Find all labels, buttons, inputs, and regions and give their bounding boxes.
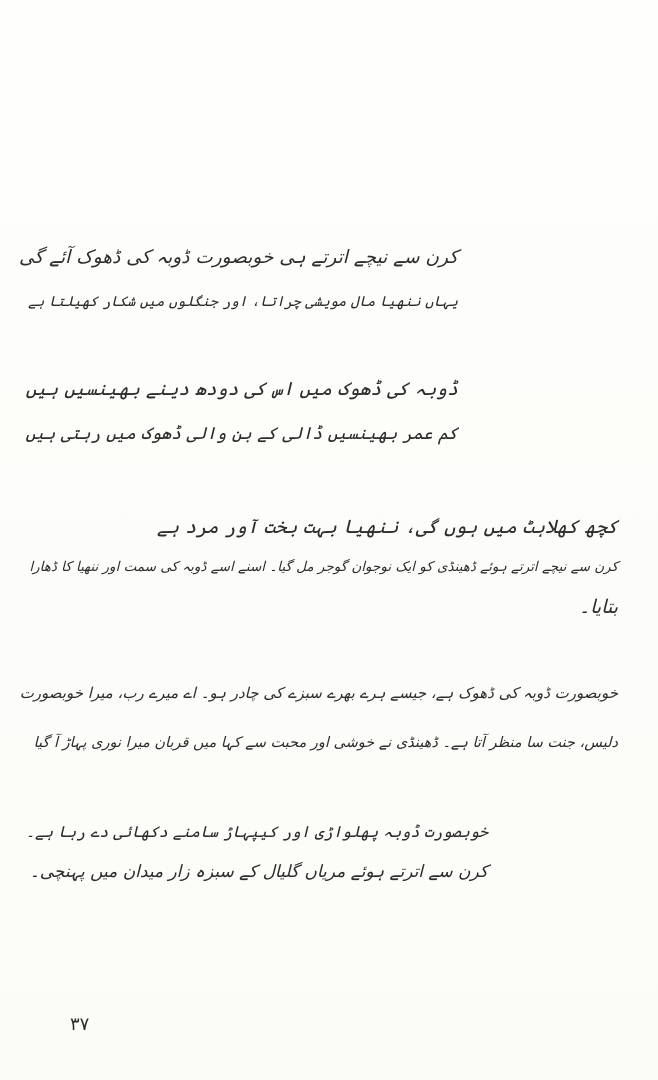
text-line: کرن سے اترتے ہوئے مریاں گلیال کے سبزہ زار میدان میں پہنچی۔: [29, 862, 488, 882]
text-line: کرن سے نیچے اترتے ہوئے ڈھینڈی کو ایک نوجوان گوجر مل گیا۔ اسنے اسے ڈوبہ کی سمت اور ننھیا کا ڈھارا: [29, 559, 618, 575]
text-line: خوبصورت ڈوبہ پھلواڑی اور کیپہاڑ سامنے دکھائی دے رہا ہے۔: [25, 823, 488, 841]
text-line: دلیس، جنت سا منظر آتا ہے۔ ڈھینڈی نے خوشی اور محبت سے کہا میں قربان میرا نوری پہاڑ آ گیا: [33, 735, 618, 751]
stanza-5: [18, 812, 488, 892]
stanza-1: [18, 236, 458, 324]
stanza-2: [18, 368, 458, 456]
text-line: کم عمر بھینسیں ڈالی کے بن والی ڈھوک میں رہتی ہیں: [25, 424, 458, 444]
text-line: یہاں ننھیا مال مویشی چراتا، اور جنگلوں میں شکار کھیلتا ہے: [27, 294, 458, 310]
text-line: بتایا۔: [578, 596, 618, 618]
stanza-4: [18, 668, 618, 768]
text-line: کچھ کھلاہٹ میں ہوں گی، ننھیا بہت بخت آور مرد ہے: [156, 516, 618, 538]
text-line: کرن سے نیچے اترتے ہی خوبصورت ڈوبہ کی ڈھوک آئے گی: [19, 247, 458, 268]
stanza-3: [18, 507, 618, 627]
text-line: ڈوبہ کی ڈھوک میں اس کی دودھ دینے بھینسیں ہیں: [25, 379, 458, 400]
page-number: ۳۷: [70, 1014, 90, 1035]
text-line: خوبصورت ڈوبہ کی ڈھوک ہے، جیسے ہرے بھرے سبزے کی چادر ہو۔ اے میرے رب، میرا خوبصورت: [19, 684, 618, 702]
